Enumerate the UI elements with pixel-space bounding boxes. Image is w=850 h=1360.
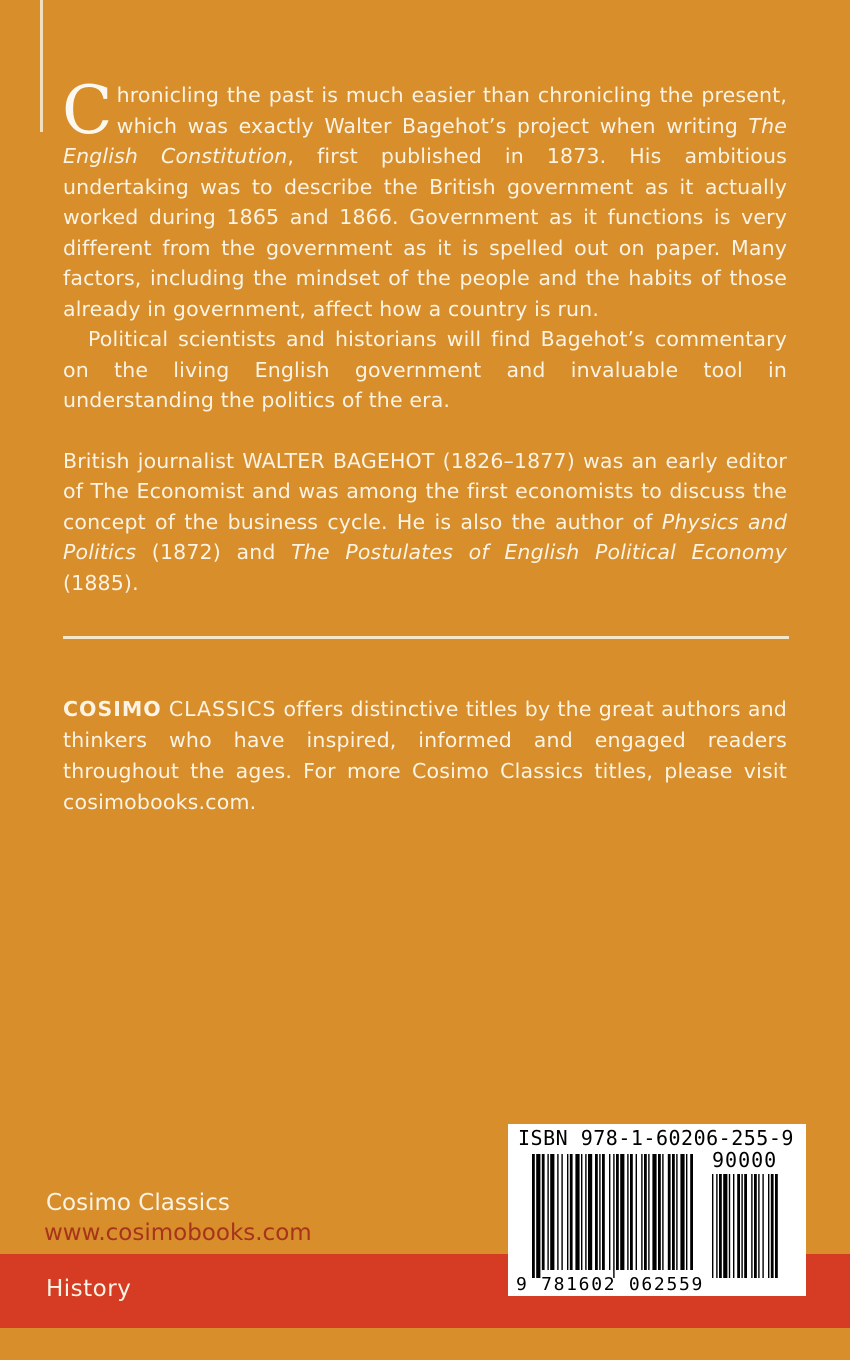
addon-bar (716, 1174, 717, 1278)
price-code: 90000 (712, 1148, 778, 1172)
addon-bar (754, 1174, 757, 1278)
addon-bar (733, 1174, 734, 1278)
barcode-bar (588, 1154, 592, 1270)
barcode-bar (652, 1154, 656, 1270)
divider (63, 636, 789, 639)
barcode-bar (609, 1154, 610, 1270)
barcode-bar (630, 1154, 633, 1270)
addon-bar (741, 1174, 742, 1278)
barcode-bar (599, 1154, 600, 1270)
blurb-paragraph-2: Political scientists and historians will find Bagehot’s commentary on the living English government and invaluable tool in understanding the politics of the era. (63, 327, 787, 412)
barcode-bar (676, 1154, 677, 1270)
barcode-bar (550, 1154, 554, 1270)
barcode-bar (620, 1154, 624, 1270)
addon-bar (723, 1174, 727, 1278)
category-label: History (46, 1276, 132, 1302)
bio-text: (1885). (63, 570, 139, 595)
isbn-label: ISBN 978-1-60206-255-9 (518, 1126, 794, 1150)
addon-bar (719, 1174, 722, 1278)
barcode-bar (536, 1154, 540, 1278)
barcode-bar (644, 1154, 647, 1270)
publisher-text: offers distinctive titles by the great authors and thinkers who have inspired, informed and engaged readers throughout the ages. For more Cosimo Classics titles, please visit cosimobooks.com. (63, 697, 787, 814)
barcode-bar (680, 1154, 684, 1270)
barcode-bar (627, 1154, 628, 1270)
barcode-bar (613, 1154, 614, 1278)
barcode-bar (567, 1154, 568, 1270)
barcode-bar (557, 1154, 558, 1270)
barcode (508, 1124, 806, 1296)
barcode-bar (585, 1154, 586, 1270)
barcode-bar (636, 1154, 637, 1270)
blurb-paragraph-1 (62, 72, 787, 324)
barcode-bar (616, 1154, 619, 1270)
publisher-statement (63, 694, 787, 818)
addon-bar (771, 1174, 774, 1278)
barcode-bar (581, 1154, 582, 1270)
barcode-bar (547, 1154, 548, 1270)
book-title: The Postulates of English Political Economy (291, 540, 787, 564)
barcode-bar (641, 1154, 642, 1270)
brand-name-bold: COSIMO (63, 697, 162, 721)
barcode-bar (570, 1154, 573, 1270)
book-blurb (62, 72, 787, 598)
addon-bar (758, 1174, 759, 1278)
barcode-bar (575, 1154, 579, 1270)
barcode-bar (668, 1154, 671, 1270)
bio-text: (1872) and (136, 540, 292, 564)
drop-cap: C (62, 72, 113, 149)
blurb-text: , first published in 1873. His ambitious undertaking was to describe the British government as it actually worked during 1865 and 1866. Government as it functions is very different from the government as it is spelled out on paper. Many factors, including the mindset of the people and the habits of those already in government, affect how a country is run. (63, 144, 787, 321)
addon-bar (744, 1174, 747, 1278)
barcode-bar (595, 1154, 598, 1270)
book-title: The English Constitution (63, 113, 787, 168)
barcode-bar (561, 1154, 562, 1270)
addon-bar (729, 1174, 730, 1278)
barcode-bar (648, 1154, 649, 1270)
imprint-name: Cosimo Classics (46, 1190, 230, 1216)
addon-bar (751, 1174, 752, 1278)
corner-rule (40, 0, 43, 132)
bio-text: British journalist WALTER BAGEHOT (1826–1877) was an early editor of The Economist and was among the first economists to discuss the concept of the business cycle. He is also the author of (63, 448, 787, 534)
barcode-bar (662, 1154, 663, 1270)
imprint-url[interactable]: www.cosimobooks.com (44, 1220, 312, 1246)
barcode-bar (602, 1154, 605, 1270)
ean-digits: 9 781602 062559 (516, 1274, 705, 1295)
brand-name-light: CLASSICS (168, 697, 277, 721)
barcode-bar (690, 1154, 693, 1270)
blurb-text: hronicling the past is much easier than chronicling the present, which was exactly Walter Bagehot’s project when writing (116, 83, 787, 138)
addon-bar (762, 1174, 763, 1278)
barcode-bar (542, 1154, 545, 1270)
addon-bar (775, 1174, 778, 1278)
addon-bar (737, 1174, 740, 1278)
addon-bar (712, 1174, 713, 1278)
barcode-bar (532, 1154, 535, 1278)
book-title: Physics and Politics (63, 509, 787, 564)
author-bio (63, 446, 787, 599)
addon-bar (768, 1174, 769, 1278)
barcode-bar (658, 1154, 661, 1270)
barcode-bar (672, 1154, 675, 1270)
barcode-bar (686, 1154, 687, 1270)
